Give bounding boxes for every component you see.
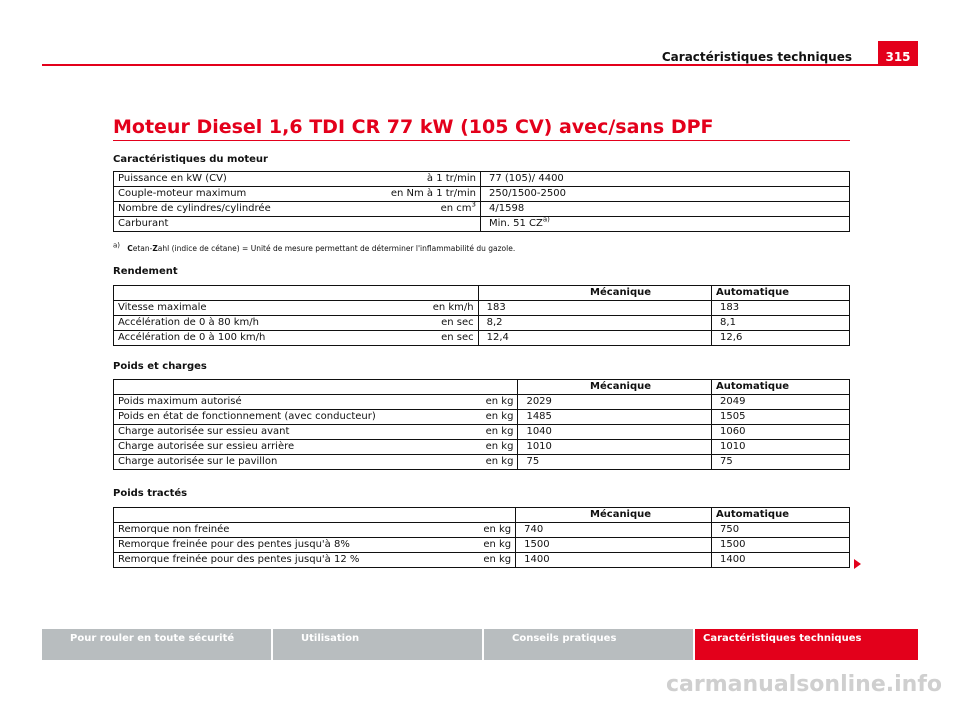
row-unit: en kg xyxy=(406,410,518,425)
footnote-c: C xyxy=(127,244,133,253)
table-header-row xyxy=(114,508,850,523)
row-label: Charge autorisée sur essieu arrière xyxy=(114,440,406,455)
header-empty xyxy=(321,286,478,301)
table-row xyxy=(114,410,850,425)
row-mech: 2029 xyxy=(518,395,712,410)
footnote-ref: a) xyxy=(542,215,550,224)
row-auto: 1060 xyxy=(712,425,850,440)
col-auto-header: Automatique xyxy=(712,380,850,395)
row-auto: 2049 xyxy=(712,395,850,410)
table-row xyxy=(114,172,850,187)
row-label: Remorque freinée pour des pentes jusqu'à 12 % xyxy=(114,553,401,568)
row-auto: 12,6 xyxy=(712,331,850,346)
row-unit: en kg xyxy=(401,553,516,568)
table-row xyxy=(114,187,850,202)
footnote-text-2: ahl (indice de cétane) = Unité de mesure permettant de déterminer l'inflammabilité du gazole. xyxy=(157,244,516,253)
row-unit: en sec xyxy=(321,316,478,331)
footer-tab-safety[interactable]: Pour rouler en toute sécurité xyxy=(42,629,271,660)
header-empty xyxy=(406,380,518,395)
col-mech-header: Mécanique xyxy=(478,286,711,301)
footnote-z: Z xyxy=(152,244,158,253)
row-label: Poids en état de fonctionnement (avec conducteur) xyxy=(114,410,406,425)
row-unit: en kg xyxy=(406,455,518,470)
performance-section-title: Rendement xyxy=(113,266,178,277)
col-mech-header: Mécanique xyxy=(518,380,712,395)
row-unit xyxy=(322,202,481,217)
row-auto: 1505 xyxy=(712,410,850,425)
footnote xyxy=(113,241,516,253)
table-header-row xyxy=(114,286,850,301)
weights-section-title: Poids et charges xyxy=(113,361,207,372)
row-label: Nombre de cylindres/cylindrée xyxy=(114,202,323,217)
col-auto-header: Automatique xyxy=(712,508,850,523)
header-rule xyxy=(42,64,878,66)
engine-section-title: Caractéristiques du moteur xyxy=(113,154,268,165)
table-row xyxy=(114,217,850,232)
header-empty xyxy=(401,508,516,523)
row-unit: en kg xyxy=(406,395,518,410)
table-row xyxy=(114,538,850,553)
page-number: 315 xyxy=(878,41,918,66)
row-label: Couple-moteur maximum xyxy=(114,187,323,202)
row-auto: 750 xyxy=(712,523,850,538)
page-title: Moteur Diesel 1,6 TDI CR 77 kW (105 CV) avec/sans DPF xyxy=(113,116,714,138)
row-unit: en Nm à 1 tr/min xyxy=(322,187,481,202)
row-unit: en kg xyxy=(406,425,518,440)
footer-nav xyxy=(42,629,918,660)
row-unit xyxy=(322,217,481,232)
table-row xyxy=(114,202,850,217)
footer-tab-tips[interactable]: Conseils pratiques xyxy=(484,629,693,660)
row-value xyxy=(481,217,850,232)
row-mech: 740 xyxy=(516,523,712,538)
row-label: Charge autorisée sur essieu avant xyxy=(114,425,406,440)
row-unit: en km/h xyxy=(321,301,478,316)
col-mech-header: Mécanique xyxy=(516,508,712,523)
row-label: Remorque non freinée xyxy=(114,523,401,538)
row-mech: 75 xyxy=(518,455,712,470)
table-row xyxy=(114,523,850,538)
row-value: 77 (105)/ 4400 xyxy=(481,172,850,187)
row-label: Puissance en kW (CV) xyxy=(114,172,323,187)
table-row xyxy=(114,425,850,440)
table-row xyxy=(114,301,850,316)
table-row xyxy=(114,395,850,410)
table-row xyxy=(114,316,850,331)
footnote-text-1: etan- xyxy=(132,244,153,253)
towing-table xyxy=(113,507,850,568)
row-value: 4/1598 xyxy=(481,202,850,217)
row-unit: en kg xyxy=(401,538,516,553)
towing-section-title: Poids tractés xyxy=(113,488,188,499)
table-header-row xyxy=(114,380,850,395)
row-auto: 1400 xyxy=(712,553,850,568)
row-mech: 1010 xyxy=(518,440,712,455)
row-mech: 1485 xyxy=(518,410,712,425)
footer-tab-specs[interactable]: Caractéristiques techniques xyxy=(695,629,918,660)
row-unit: en kg xyxy=(406,440,518,455)
row-mech: 1040 xyxy=(518,425,712,440)
continue-arrow-icon[interactable] xyxy=(854,559,861,569)
row-label: Accélération de 0 à 80 km/h xyxy=(114,316,322,331)
col-auto-header: Automatique xyxy=(712,286,850,301)
row-label: Remorque freinée pour des pentes jusqu'à 8% xyxy=(114,538,401,553)
row-auto: 1500 xyxy=(712,538,850,553)
row-auto: 183 xyxy=(712,301,850,316)
engine-table xyxy=(113,171,850,232)
row-label: Accélération de 0 à 100 km/h xyxy=(114,331,322,346)
row-mech: 1400 xyxy=(516,553,712,568)
row-auto: 8,1 xyxy=(712,316,850,331)
table-row xyxy=(114,331,850,346)
header-empty xyxy=(114,380,406,395)
row-mech: 8,2 xyxy=(478,316,711,331)
unit-text: en cm xyxy=(440,203,472,214)
table-row xyxy=(114,440,850,455)
row-label: Charge autorisée sur le pavillon xyxy=(114,455,406,470)
row-auto: 1010 xyxy=(712,440,850,455)
header-title: Caractéristiques techniques xyxy=(661,50,852,64)
row-label: Carburant xyxy=(114,217,323,232)
unit-superscript: 3 xyxy=(471,200,476,209)
performance-table xyxy=(113,285,850,346)
header-empty xyxy=(114,286,322,301)
row-label: Vitesse maximale xyxy=(114,301,322,316)
row-unit: en kg xyxy=(401,523,516,538)
header-empty xyxy=(114,508,401,523)
value-text: Min. 51 CZ xyxy=(489,218,543,229)
row-mech: 1500 xyxy=(516,538,712,553)
watermark: carmanualsonline.info xyxy=(666,672,942,697)
row-mech: 12,4 xyxy=(478,331,711,346)
row-mech: 183 xyxy=(478,301,711,316)
footnote-mark: a) xyxy=(113,241,121,250)
row-unit: à 1 tr/min xyxy=(322,172,481,187)
row-unit: en sec xyxy=(321,331,478,346)
row-auto: 75 xyxy=(712,455,850,470)
table-row xyxy=(114,455,850,470)
title-rule xyxy=(113,140,850,141)
weights-table xyxy=(113,379,850,470)
row-label: Poids maximum autorisé xyxy=(114,395,406,410)
table-row xyxy=(114,553,850,568)
row-value: 250/1500-2500 xyxy=(481,187,850,202)
footer-tab-usage[interactable]: Utilisation xyxy=(273,629,482,660)
